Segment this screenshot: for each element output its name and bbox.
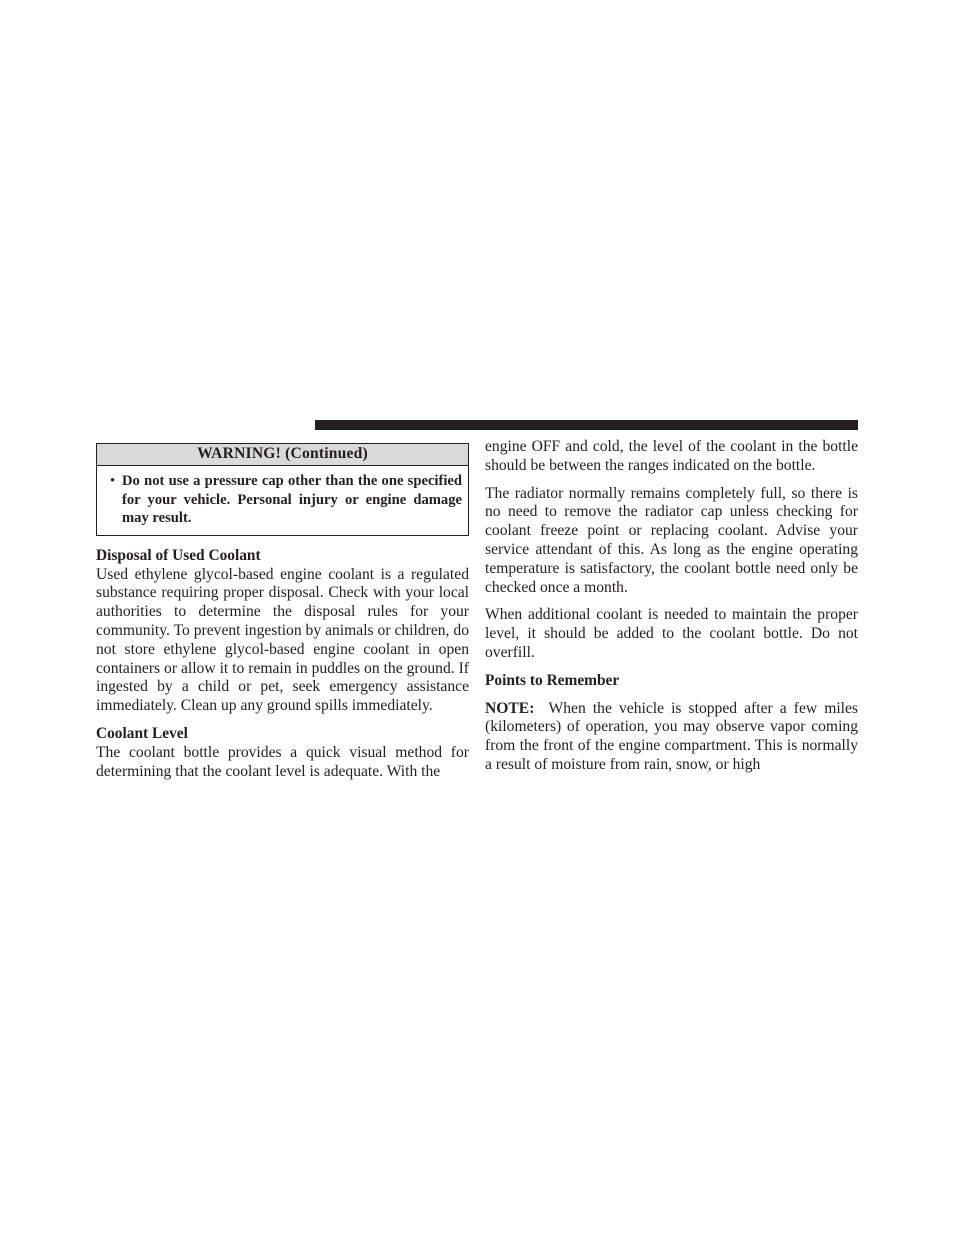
points-heading: Points to Remember (485, 671, 620, 689)
right-column (485, 438, 858, 775)
note-text: When the vehicle is stopped after a few miles (kilometers) of operation, you may observe vapor coming from the front of the engine compartment. This is normally a result of moisture from rain, snow, or high (485, 699, 859, 773)
warning-body (97, 466, 468, 535)
note-label: NOTE: (485, 699, 535, 717)
coolant-level-heading: Coolant Level (96, 724, 188, 742)
radiator-paragraph: The radiator normally remains completely full, so there is no need to remove the radiator cap unless checking for coolant freeze point or replacing coolant. Advise your service attendant of this. As long as the engine operating temperature is satisfactory, the coolant bottle need only be checked once a month. (485, 484, 858, 596)
disposal-heading: Disposal of Used Coolant (96, 546, 261, 564)
disposal-paragraph: Used ethylene glycol-based engine coolant is a regulated substance requiring proper disposal. Check with your local authorities to determine the disposal rules for your community. To prevent ingestion by animals or children, do not store ethylene glycol-based engine coolant in open containers or allow it to remain in puddles on the ground. If ingested by a child or pet, seek emergency assistance immediately. Clean up any ground spills immediately. (96, 565, 469, 715)
warning-heading: WARNING! (Continued) (97, 444, 468, 466)
warning-bullet-text: Do not use a pressure cap other than the one specified for your vehicle. Personal injury or engine damage may result. (122, 473, 462, 527)
note-paragraph (485, 700, 858, 775)
left-column (96, 438, 469, 781)
additional-coolant-paragraph: When additional coolant is needed to maintain the proper level, it should be added to the coolant bottle. Do not overfill. (485, 606, 858, 661)
warning-box (96, 443, 469, 536)
header-rule (315, 420, 858, 430)
warning-bullet-item (103, 472, 462, 528)
engine-off-paragraph: engine OFF and cold, the level of the coolant in the bottle should be between the ranges indicated on the bottle. (485, 438, 858, 474)
coolant-level-paragraph: The coolant bottle provides a quick visual method for determining that the coolant level is adequate. With the (96, 743, 469, 780)
bullet-icon: • (109, 473, 116, 489)
